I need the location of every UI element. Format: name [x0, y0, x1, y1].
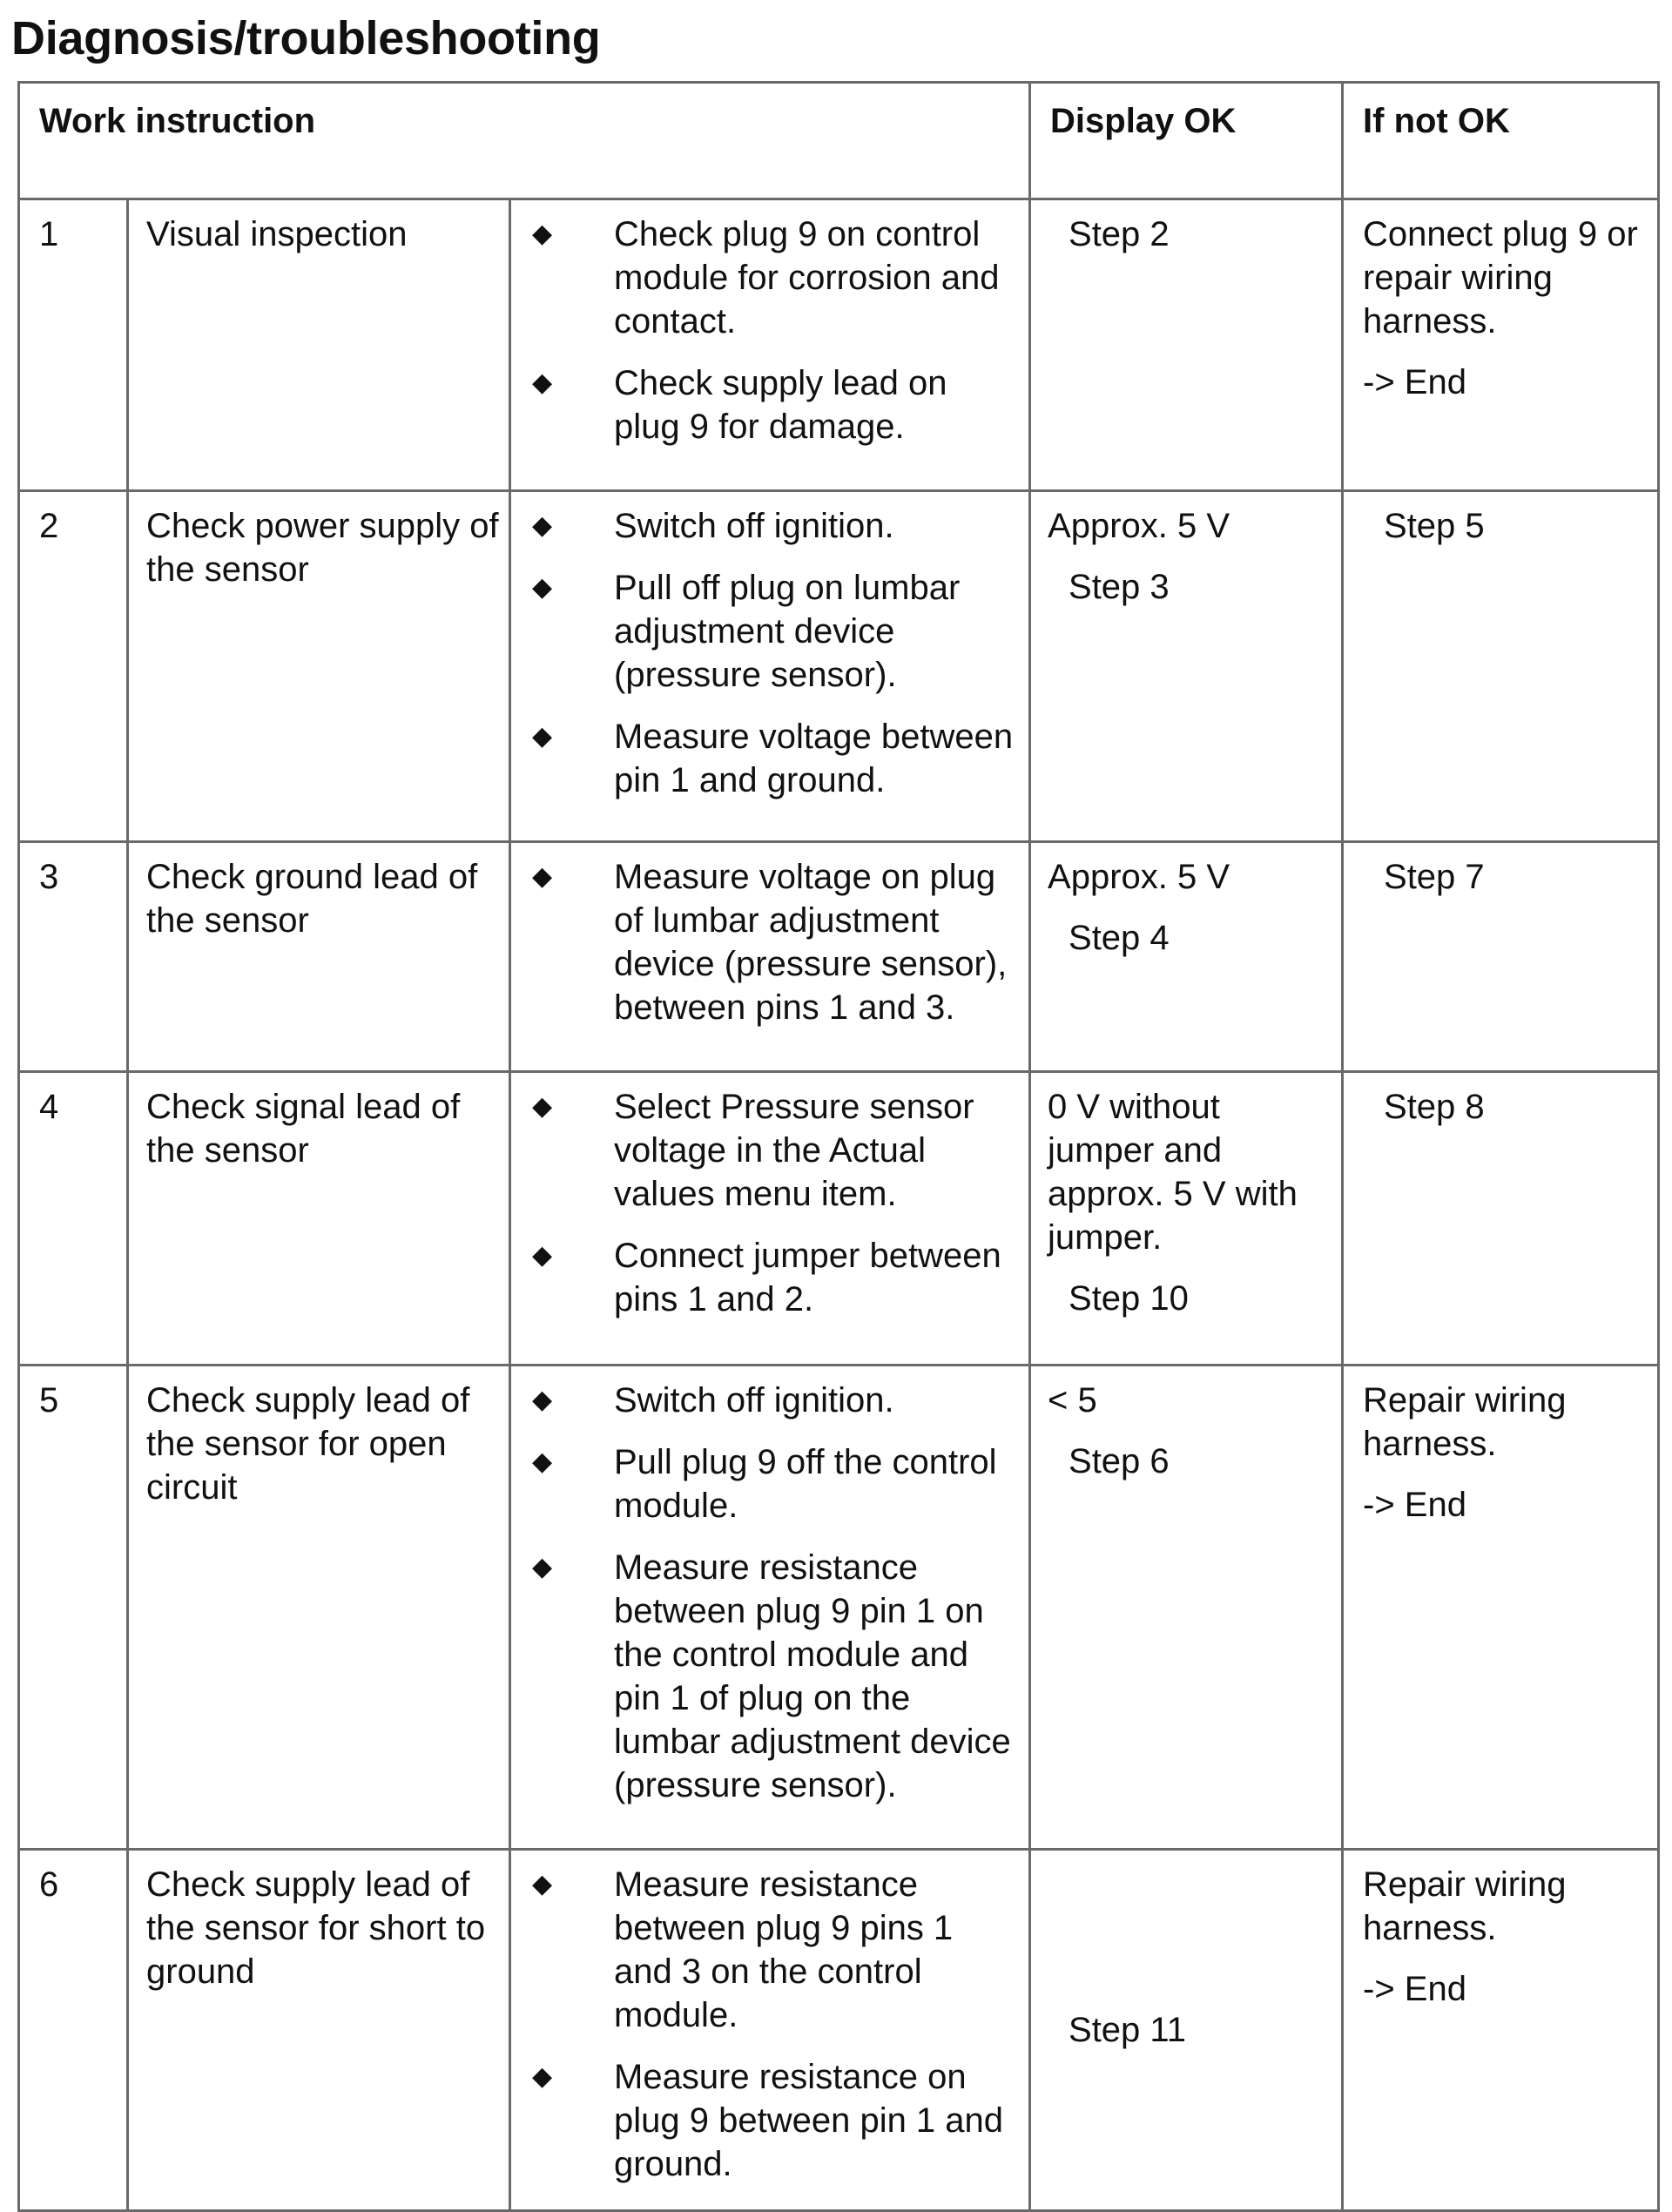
list-item: ◆ Check supply lead on plug 9 for damage.	[529, 361, 1018, 448]
list-item: ◆ Pull plug 9 off the control module.	[529, 1440, 1018, 1527]
not-ok-cell	[1343, 491, 1659, 842]
header-work-instruction: Work instruction	[19, 83, 1030, 199]
not-ok-cell	[1343, 1850, 1659, 2211]
table-row	[19, 842, 1659, 1072]
expected-value: Approx. 5 V	[1048, 858, 1230, 896]
check-description: Check ground lead of the sensor	[128, 842, 510, 1072]
diamond-bullet-icon: ◆	[532, 1447, 553, 1476]
list-item: ◆ Check plug 9 on control module for corrosion and contact.	[529, 212, 1018, 343]
display-ok-cell	[1030, 491, 1343, 842]
next-step: Step 6	[1069, 1442, 1170, 1480]
not-ok-action: Repair wiring harness.	[1363, 1865, 1567, 1947]
list-item: ◆ Switch off ignition.	[529, 504, 1018, 548]
next-step: -> End	[1363, 363, 1466, 401]
page-title: Diagnosis/troubleshooting	[11, 12, 601, 64]
list-item: ◆ Measure resistance between plug 9 pins 1 and 3 on the control module.	[529, 1863, 1018, 2037]
header-if-not-ok: If not OK	[1343, 83, 1659, 199]
not-ok-action: Connect plug 9 or repair wiring harness.	[1363, 215, 1638, 341]
next-step: Step 11	[1069, 2011, 1186, 2049]
not-ok-cell	[1343, 1072, 1659, 1366]
list-item: ◆ Measure resistance between plug 9 pin 1 on the control module and pin 1 of plug on the lumbar adjustment device (pressure sensor).	[529, 1546, 1018, 1807]
diamond-bullet-icon: ◆	[532, 862, 553, 891]
next-step: Step 3	[1069, 568, 1170, 606]
list-item: ◆ Select Pressure sensor voltage in the Actual values menu item.	[529, 1085, 1018, 1216]
display-ok-cell	[1030, 1850, 1343, 2211]
not-ok-cell	[1343, 1366, 1659, 1850]
not-ok-action: Repair wiring harness.	[1363, 1381, 1567, 1463]
instruction-steps	[510, 1366, 1030, 1850]
step-number: 6	[19, 1850, 128, 2211]
check-description: Visual inspection	[128, 199, 510, 491]
list-item: ◆ Measure resistance on plug 9 between pin 1 and ground.	[529, 2055, 1018, 2186]
next-step: Step 2	[1069, 215, 1170, 253]
not-ok-cell	[1343, 842, 1659, 1072]
diamond-bullet-icon: ◆	[532, 1553, 553, 1581]
expected-value: Approx. 5 V	[1048, 507, 1230, 545]
table-row	[19, 199, 1659, 491]
diamond-bullet-icon: ◆	[532, 219, 553, 248]
diamond-bullet-icon: ◆	[532, 573, 553, 602]
instruction-steps	[510, 1072, 1030, 1366]
header-display-ok: Display OK	[1030, 83, 1343, 199]
table-row	[19, 1072, 1659, 1366]
check-description: Check supply lead of the sensor for open circuit	[128, 1366, 510, 1850]
diamond-bullet-icon: ◆	[532, 368, 553, 397]
step-number: 3	[19, 842, 128, 1072]
next-step: Step 5	[1384, 507, 1485, 545]
diamond-bullet-icon: ◆	[532, 1386, 553, 1414]
list-item: ◆ Measure voltage on plug of lumbar adjustment device (pressure sensor), between pins 1 and 3.	[529, 855, 1018, 1029]
table-header-row	[19, 83, 1659, 199]
next-step: Step 4	[1069, 919, 1170, 957]
diagnosis-table	[17, 81, 1660, 2212]
list-item: ◆ Measure voltage between pin 1 and ground.	[529, 715, 1018, 802]
instruction-steps	[510, 491, 1030, 842]
diamond-bullet-icon: ◆	[532, 2062, 553, 2091]
table-row	[19, 1850, 1659, 2211]
display-ok-cell	[1030, 199, 1343, 491]
next-step: -> End	[1363, 1970, 1466, 2008]
expected-value: < 5	[1048, 1381, 1097, 1420]
diamond-bullet-icon: ◆	[532, 1092, 553, 1121]
step-number: 1	[19, 199, 128, 491]
check-description: Check signal lead of the sensor	[128, 1072, 510, 1366]
step-number: 5	[19, 1366, 128, 1850]
not-ok-cell	[1343, 199, 1659, 491]
check-description: Check power supply of the sensor	[128, 491, 510, 842]
display-ok-cell	[1030, 1366, 1343, 1850]
diamond-bullet-icon: ◆	[532, 511, 553, 540]
step-number: 4	[19, 1072, 128, 1366]
table-row	[19, 1366, 1659, 1850]
next-step: -> End	[1363, 1486, 1466, 1524]
diamond-bullet-icon: ◆	[532, 1241, 553, 1270]
next-step: Step 8	[1384, 1088, 1485, 1126]
table-row	[19, 491, 1659, 842]
instruction-steps	[510, 199, 1030, 491]
list-item: ◆ Connect jumper between pins 1 and 2.	[529, 1234, 1018, 1321]
next-step: Step 7	[1384, 858, 1485, 896]
step-number: 2	[19, 491, 128, 842]
diamond-bullet-icon: ◆	[532, 722, 553, 751]
diamond-bullet-icon: ◆	[532, 1870, 553, 1898]
check-description: Check supply lead of the sensor for short to ground	[128, 1850, 510, 2211]
list-item: ◆ Switch off ignition.	[529, 1379, 1018, 1422]
instruction-steps	[510, 842, 1030, 1072]
instruction-steps	[510, 1850, 1030, 2211]
list-item: ◆ Pull off plug on lumbar adjustment device (pressure sensor).	[529, 566, 1018, 697]
next-step: Step 10	[1069, 1279, 1189, 1318]
expected-value: 0 V without jumper and approx. 5 V with jumper.	[1048, 1088, 1298, 1257]
display-ok-cell	[1030, 842, 1343, 1072]
display-ok-cell	[1030, 1072, 1343, 1366]
